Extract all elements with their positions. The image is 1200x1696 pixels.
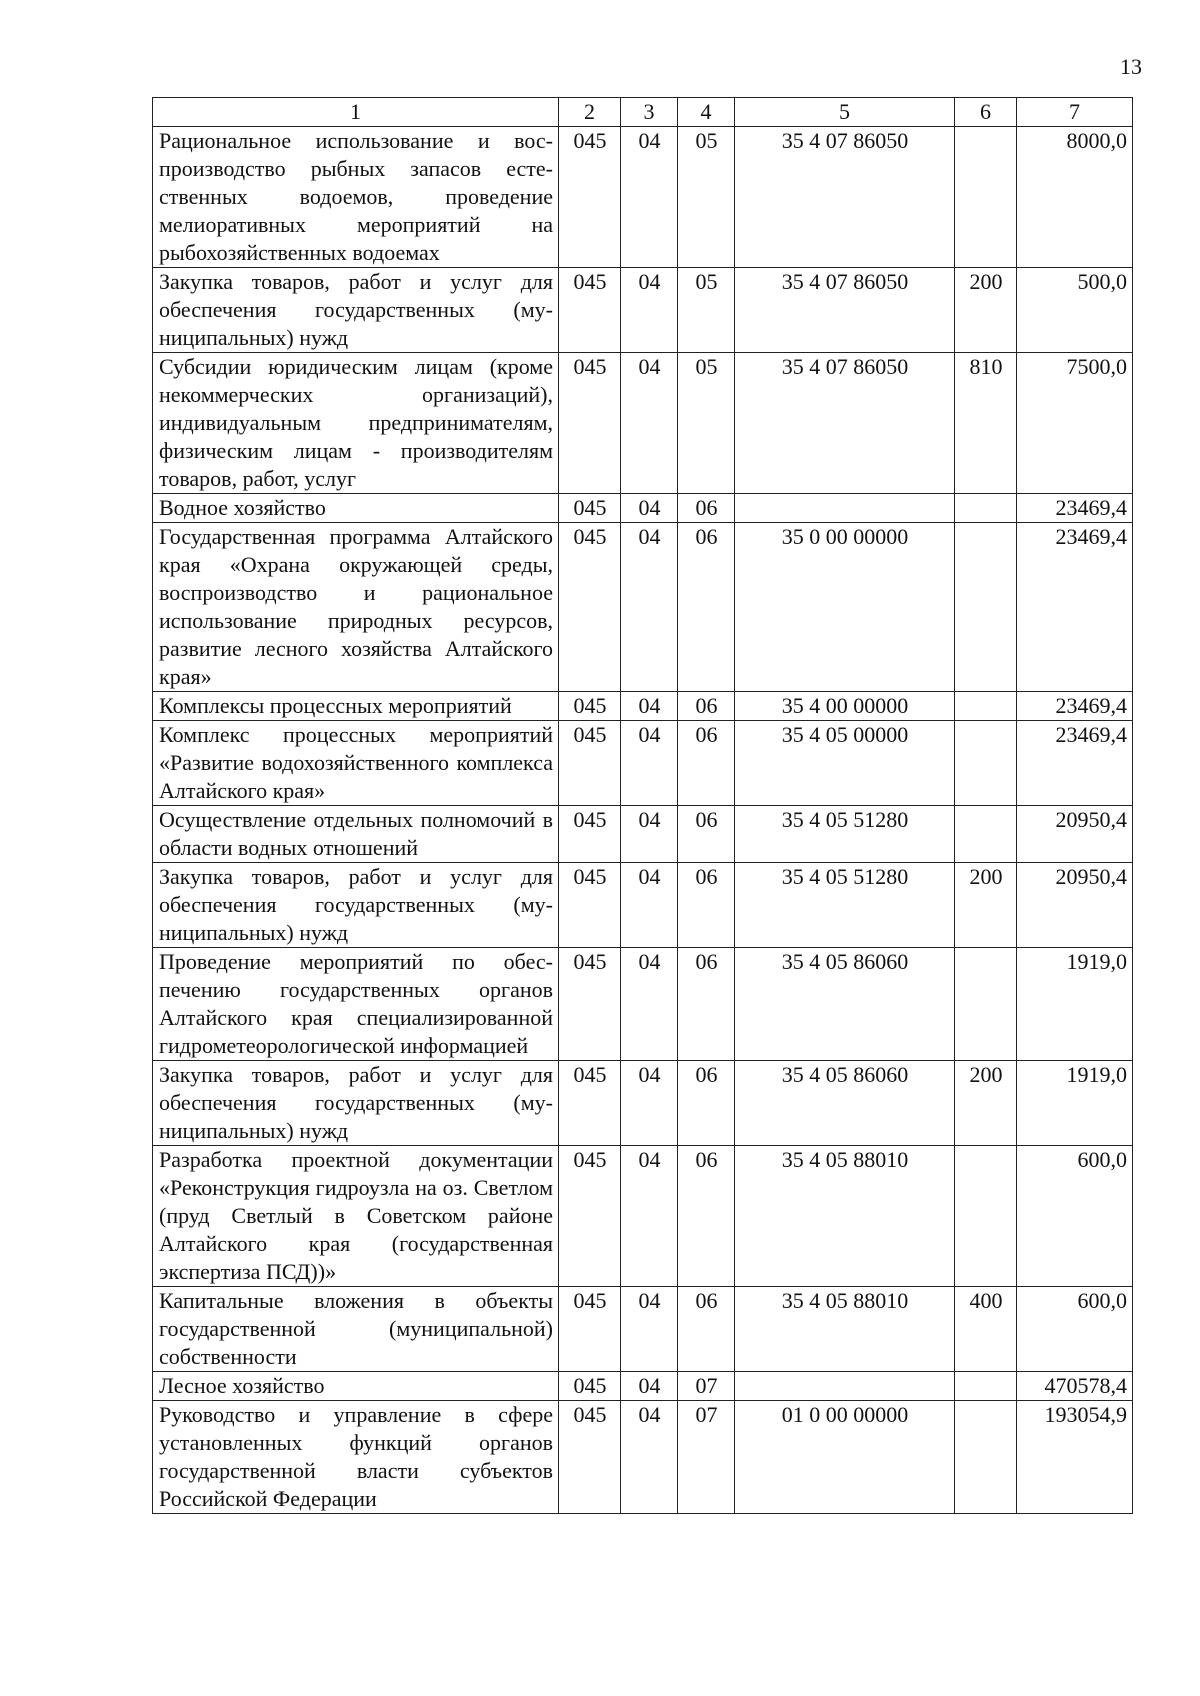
table-row [153,1287,1133,1372]
table-row [153,863,1133,948]
header-row [153,98,1133,127]
expense-type-cell [955,1401,1017,1514]
column-header-5: 5 [735,98,955,127]
amount-cell: 23469,4 [1017,494,1133,523]
amount-cell: 20950,4 [1017,806,1133,863]
section-cell: 04 [621,806,678,863]
section-cell: 04 [621,1401,678,1514]
admin-code-cell: 045 [559,1401,621,1514]
section-cell: 04 [621,523,678,692]
admin-code-cell: 045 [559,127,621,268]
admin-code-cell: 045 [559,1372,621,1401]
table-row [153,1061,1133,1146]
table-row [153,268,1133,353]
admin-code-cell: 045 [559,948,621,1061]
admin-code-cell: 045 [559,523,621,692]
expense-type-cell: 810 [955,353,1017,494]
expense-type-cell: 400 [955,1287,1017,1372]
admin-code-cell: 045 [559,863,621,948]
admin-code-cell: 045 [559,353,621,494]
section-cell: 04 [621,268,678,353]
subsection-cell: 05 [678,127,735,268]
section-cell: 04 [621,1372,678,1401]
subsection-cell: 06 [678,523,735,692]
column-header-4: 4 [678,98,735,127]
amount-cell: 470578,4 [1017,1372,1133,1401]
subsection-cell: 06 [678,692,735,721]
table-row [153,1401,1133,1514]
subsection-cell: 07 [678,1401,735,1514]
row-name-cell: Комплексы процессных мероприятий [153,692,559,721]
expense-type-cell: 200 [955,863,1017,948]
expense-type-cell [955,127,1017,268]
section-cell: 04 [621,1061,678,1146]
table-row [153,806,1133,863]
row-name-cell: Закупка товаров, работ и услуг для обеспечения государственных (муниципальных) нужд [153,863,559,948]
target-article-cell: 35 4 05 51280 [735,806,955,863]
subsection-cell: 06 [678,1146,735,1287]
amount-cell: 23469,4 [1017,692,1133,721]
table-row [153,127,1133,268]
row-name-cell: Разработка проектной документации «Реконструкция гидроузла на оз. Светлом (пруд Светлый в Советском районе Алтайского края (государственная экспертиза ПСД))» [153,1146,559,1287]
expense-type-cell [955,948,1017,1061]
section-cell: 04 [621,863,678,948]
section-cell: 04 [621,127,678,268]
expense-type-cell [955,1372,1017,1401]
target-article-cell: 35 4 05 51280 [735,863,955,948]
target-article-cell: 35 4 07 86050 [735,127,955,268]
section-cell: 04 [621,353,678,494]
section-cell: 04 [621,948,678,1061]
amount-cell: 8000,0 [1017,127,1133,268]
amount-cell: 23469,4 [1017,523,1133,692]
expense-type-cell: 200 [955,1061,1017,1146]
amount-cell: 1919,0 [1017,1061,1133,1146]
subsection-cell: 06 [678,1287,735,1372]
target-article-cell [735,1372,955,1401]
target-article-cell: 35 4 07 86050 [735,268,955,353]
table-row [153,721,1133,806]
column-header-6: 6 [955,98,1017,127]
expense-type-cell [955,523,1017,692]
subsection-cell: 06 [678,1061,735,1146]
admin-code-cell: 045 [559,721,621,806]
admin-code-cell: 045 [559,1287,621,1372]
amount-cell: 600,0 [1017,1287,1133,1372]
admin-code-cell: 045 [559,692,621,721]
subsection-cell: 06 [678,863,735,948]
row-name-cell: Государственная программа Алтайского края «Охрана окружающей среды, воспроизводство и рациональное использование природных ресурсов, развитие лесного хозяйства Алтайского края» [153,523,559,692]
target-article-cell: 35 0 00 00000 [735,523,955,692]
expense-type-cell [955,692,1017,721]
target-article-cell [735,494,955,523]
table-row [153,1146,1133,1287]
row-name-cell: Закупка товаров, работ и услуг для обеспечения государственных (муниципальных) нужд [153,268,559,353]
amount-cell: 7500,0 [1017,353,1133,494]
admin-code-cell: 045 [559,494,621,523]
column-header-2: 2 [559,98,621,127]
row-name-cell: Водное хозяйство [153,494,559,523]
subsection-cell: 07 [678,1372,735,1401]
subsection-cell: 06 [678,948,735,1061]
subsection-cell: 05 [678,268,735,353]
amount-cell: 1919,0 [1017,948,1133,1061]
target-article-cell: 35 4 05 86060 [735,948,955,1061]
amount-cell: 23469,4 [1017,721,1133,806]
row-name-cell: Лесное хозяйство [153,1372,559,1401]
expense-type-cell [955,494,1017,523]
table-body [153,127,1133,1514]
column-header-7: 7 [1017,98,1133,127]
expense-type-cell [955,1146,1017,1287]
budget-table [152,97,1133,1514]
admin-code-cell: 045 [559,1146,621,1287]
amount-cell: 600,0 [1017,1146,1133,1287]
row-name-cell: Субсидии юридическим лицам (кроме некоммерческих организаций), индивидуальным предпринимателям, физическим лицам - производителям товаров, работ, услуг [153,353,559,494]
column-header-3: 3 [621,98,678,127]
target-article-cell: 35 4 07 86050 [735,353,955,494]
row-name-cell: Капитальные вложения в объекты государственной (муниципальной) собственности [153,1287,559,1372]
page-number: 13 [1120,54,1142,79]
admin-code-cell: 045 [559,1061,621,1146]
admin-code-cell: 045 [559,806,621,863]
subsection-cell: 06 [678,494,735,523]
table-row [153,1372,1133,1401]
table-row [153,353,1133,494]
table-row [153,523,1133,692]
target-article-cell: 35 4 05 88010 [735,1287,955,1372]
row-name-cell: Проведение мероприятий по обеспечению государственных органов Алтайского края специализированной гидрометеорологической информацией [153,948,559,1061]
section-cell: 04 [621,1287,678,1372]
target-article-cell: 35 4 05 88010 [735,1146,955,1287]
expense-type-cell: 200 [955,268,1017,353]
amount-cell: 20950,4 [1017,863,1133,948]
expense-type-cell [955,721,1017,806]
row-name-cell: Рациональное использование и воспроизводство рыбных запасов естественных водоемов, проведение мелиоративных мероприятий на рыбохозяйственных водоемах [153,127,559,268]
table-row [153,948,1133,1061]
section-cell: 04 [621,721,678,806]
target-article-cell: 35 4 00 00000 [735,692,955,721]
expense-type-cell [955,806,1017,863]
row-name-cell: Комплекс процессных мероприятий «Развитие водохозяйственного комплекса Алтайского края» [153,721,559,806]
table-row [153,692,1133,721]
row-name-cell: Осуществление отдельных полномочий в области водных отношений [153,806,559,863]
subsection-cell: 06 [678,806,735,863]
section-cell: 04 [621,494,678,523]
subsection-cell: 05 [678,353,735,494]
admin-code-cell: 045 [559,268,621,353]
section-cell: 04 [621,692,678,721]
target-article-cell: 35 4 05 00000 [735,721,955,806]
section-cell: 04 [621,1146,678,1287]
target-article-cell: 35 4 05 86060 [735,1061,955,1146]
row-name-cell: Руководство и управление в сфере установленных функций органов государственной власти субъектов Российской Федерации [153,1401,559,1514]
row-name-cell: Закупка товаров, работ и услуг для обеспечения государственных (муниципальных) нужд [153,1061,559,1146]
amount-cell: 193054,9 [1017,1401,1133,1514]
amount-cell: 500,0 [1017,268,1133,353]
target-article-cell: 01 0 00 00000 [735,1401,955,1514]
table-row [153,494,1133,523]
column-header-1: 1 [153,98,559,127]
subsection-cell: 06 [678,721,735,806]
